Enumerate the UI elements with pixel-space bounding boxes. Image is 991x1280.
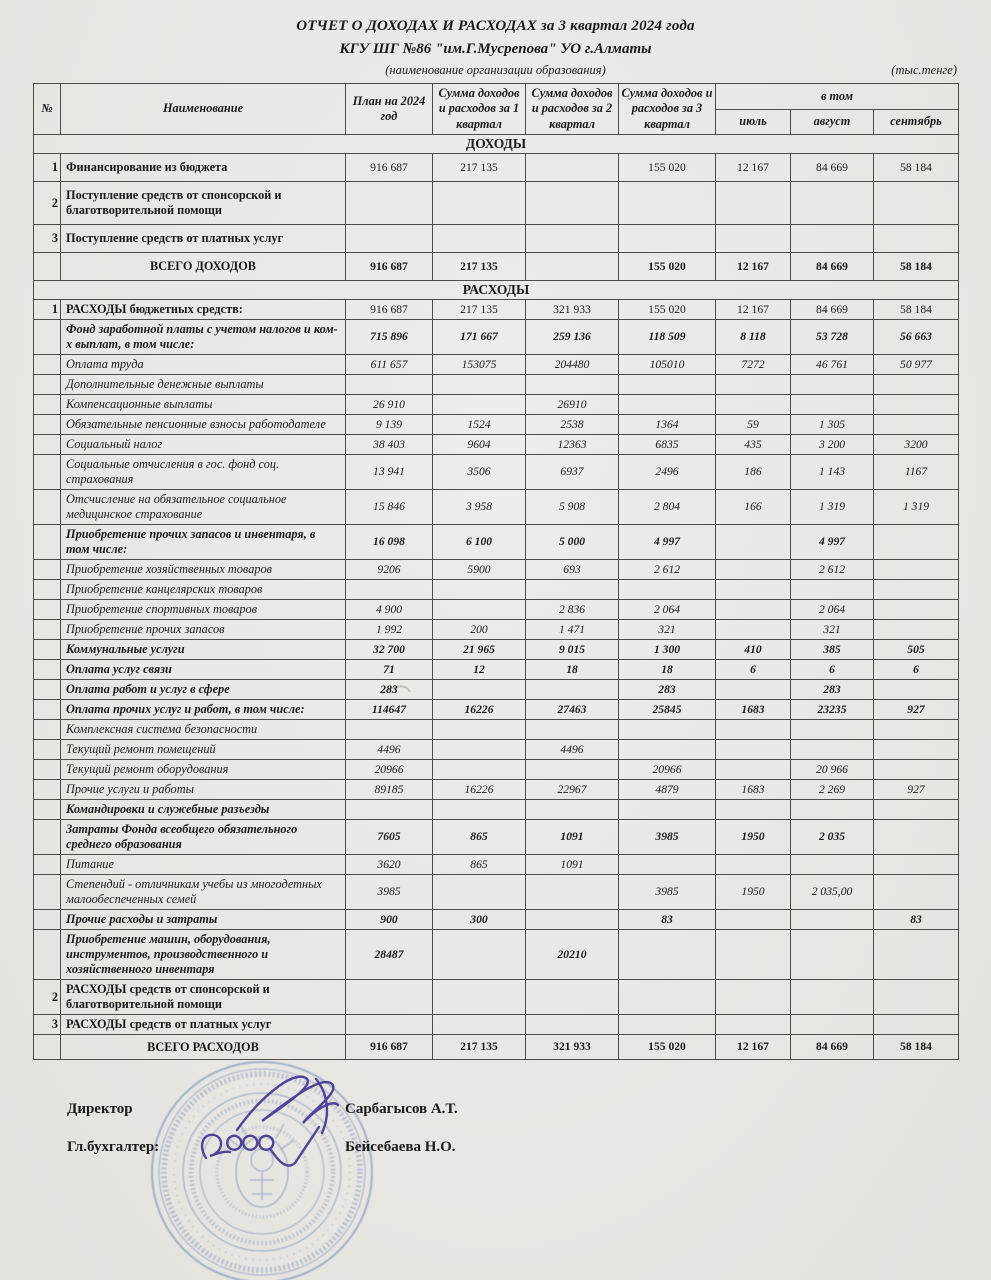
value-cell: 916 687 — [346, 300, 433, 320]
value-cell: 2 612 — [619, 560, 716, 580]
value-cell: 186 — [716, 455, 791, 490]
row-name-cell: Приобретение машин, оборудования, инструментов, производственного и хозяйственного инвентаря — [61, 930, 346, 980]
col-header-q2: Сумма доходов и расходов за 2 квартал — [526, 84, 619, 135]
value-cell: 505 — [874, 640, 959, 660]
value-cell: 410 — [716, 640, 791, 660]
value-cell: 118 509 — [619, 320, 716, 355]
value-cell: 155 020 — [619, 300, 716, 320]
row-name-cell: Приобретение прочих запасов — [61, 620, 346, 640]
value-cell: 916 687 — [346, 154, 433, 182]
value-cell: 1 992 — [346, 620, 433, 640]
value-cell: 2496 — [619, 455, 716, 490]
value-cell: 84 669 — [791, 154, 874, 182]
row-name-cell: Финансирование из бюджета — [61, 154, 346, 182]
value-cell: 7605 — [346, 820, 433, 855]
value-cell: 1 471 — [526, 620, 619, 640]
value-cell: 12 — [433, 660, 526, 680]
row-name-cell: Фонд заработной платы с учетом налогов и ком-х выплат, в том числе: — [61, 320, 346, 355]
value-cell: 865 — [433, 855, 526, 875]
value-cell: 38 403 — [346, 435, 433, 455]
value-cell: 6937 — [526, 455, 619, 490]
value-cell: 58 184 — [874, 300, 959, 320]
value-cell: 2 064 — [791, 600, 874, 620]
row-number-cell: 1 — [34, 300, 61, 320]
value-cell: 20966 — [346, 760, 433, 780]
value-cell: 6835 — [619, 435, 716, 455]
value-cell: 217 135 — [433, 1035, 526, 1060]
row-name-cell: Приобретение прочих запасов и инвентаря, в том числе: — [61, 525, 346, 560]
value-cell: 58 184 — [874, 253, 959, 281]
row-name-cell: Прочие услуги и работы — [61, 780, 346, 800]
value-cell: 20210 — [526, 930, 619, 980]
row-name-cell: Приобретение канцелярских товаров — [61, 580, 346, 600]
accountant-name: Бейсебаева Н.О. — [345, 1139, 456, 1155]
value-cell: 20966 — [619, 760, 716, 780]
organization-name: КГУ ШГ №86 "им.Г.Мусрепова" УО г.Алматы — [339, 41, 652, 57]
director-name: Сарбагысов А.Т. — [345, 1101, 458, 1117]
value-cell: 321 933 — [526, 300, 619, 320]
row-name-cell: Поступление средств от спонсорской и благотворительной помощи — [61, 182, 346, 225]
value-cell: 4 900 — [346, 600, 433, 620]
row-name-cell: Питание — [61, 855, 346, 875]
value-cell: 5900 — [433, 560, 526, 580]
row-name-cell: Текущий ремонт оборудования — [61, 760, 346, 780]
value-cell: 13 941 — [346, 455, 433, 490]
value-cell: 6 — [716, 660, 791, 680]
value-cell: 58 184 — [874, 1035, 959, 1060]
row-name-cell: Приобретение хозяйственных товаров — [61, 560, 346, 580]
col-header-july: июль — [716, 109, 791, 135]
director-role-label: Директор — [67, 1101, 133, 1117]
col-header-group: в том — [716, 84, 959, 110]
row-name-cell: Текущий ремонт помещений — [61, 740, 346, 760]
row-name-cell: РАСХОДЫ средств от платных услуг — [61, 1015, 346, 1035]
value-cell: 1 143 — [791, 455, 874, 490]
value-cell: 56 663 — [874, 320, 959, 355]
accountant-signature-icon — [202, 1127, 319, 1166]
value-cell: 2538 — [526, 415, 619, 435]
value-cell: 155 020 — [619, 253, 716, 281]
row-name-cell: ВСЕГО РАСХОДОВ — [61, 1035, 346, 1060]
value-cell: 217 135 — [433, 253, 526, 281]
value-cell: 204480 — [526, 355, 619, 375]
value-cell: 3 958 — [433, 490, 526, 525]
value-cell: 3985 — [619, 820, 716, 855]
col-header-q3: Сумма доходов и расходов за 3 квартал — [619, 84, 716, 135]
col-header-september: сентябрь — [874, 109, 959, 135]
value-cell: 53 728 — [791, 320, 874, 355]
row-name-cell: Прочие расходы и затраты — [61, 910, 346, 930]
value-cell: 16 098 — [346, 525, 433, 560]
value-cell: 18 — [526, 660, 619, 680]
value-cell: 22967 — [526, 780, 619, 800]
value-cell: 3 200 — [791, 435, 874, 455]
value-cell: 2 269 — [791, 780, 874, 800]
row-name-cell: Оплата услуг связи — [61, 660, 346, 680]
value-cell: 153075 — [433, 355, 526, 375]
value-cell: 71 — [346, 660, 433, 680]
value-cell: 155 020 — [619, 154, 716, 182]
scan-artifact — [382, 686, 410, 694]
value-cell: 300 — [433, 910, 526, 930]
row-name-cell: Социальные отчисления в гос. фонд соц. страхования — [61, 455, 346, 490]
value-cell: 9604 — [433, 435, 526, 455]
value-cell: 114647 — [346, 700, 433, 720]
value-cell: 4496 — [346, 740, 433, 760]
value-cell: 84 669 — [791, 1035, 874, 1060]
director-signature-icon — [237, 1077, 338, 1133]
value-cell: 84 669 — [791, 253, 874, 281]
value-cell: 435 — [716, 435, 791, 455]
col-header-no: № — [34, 84, 61, 135]
value-cell: 2 035,00 — [791, 875, 874, 910]
value-cell: 715 896 — [346, 320, 433, 355]
row-name-cell: РАСХОДЫ бюджетных средств: — [61, 300, 346, 320]
value-cell: 900 — [346, 910, 433, 930]
value-cell: 200 — [433, 620, 526, 640]
value-cell: 217 135 — [433, 300, 526, 320]
value-cell: 1 305 — [791, 415, 874, 435]
value-cell: 4 997 — [619, 525, 716, 560]
value-cell: 1167 — [874, 455, 959, 490]
row-name-cell: ВСЕГО ДОХОДОВ — [61, 253, 346, 281]
col-header-august: август — [791, 109, 874, 135]
value-cell: 21 965 — [433, 640, 526, 660]
value-cell: 1683 — [716, 780, 791, 800]
value-cell: 25845 — [619, 700, 716, 720]
value-cell: 6 — [874, 660, 959, 680]
value-cell: 7272 — [716, 355, 791, 375]
row-name-cell: Компенсационные выплаты — [61, 395, 346, 415]
value-cell: 18 — [619, 660, 716, 680]
value-cell: 166 — [716, 490, 791, 525]
value-cell: 6 100 — [433, 525, 526, 560]
value-cell: 693 — [526, 560, 619, 580]
value-cell: 1524 — [433, 415, 526, 435]
accountant-role-label: Гл.бухгалтер: — [67, 1139, 160, 1155]
row-name-cell: Приобретение спортивных товаров — [61, 600, 346, 620]
value-cell: 321 — [619, 620, 716, 640]
value-cell: 1364 — [619, 415, 716, 435]
value-cell: 283 — [346, 680, 433, 700]
row-name-cell: Отсчисление на обязательное социальное медицинское страхование — [61, 490, 346, 525]
unit-caption: (тыс.тенге) — [891, 63, 957, 77]
value-cell: 12 167 — [716, 253, 791, 281]
value-cell: 1 300 — [619, 640, 716, 660]
value-cell: 1091 — [526, 820, 619, 855]
value-cell: 46 761 — [791, 355, 874, 375]
value-cell: 2 612 — [791, 560, 874, 580]
value-cell: 8 118 — [716, 320, 791, 355]
row-name-cell: Социальный налог — [61, 435, 346, 455]
value-cell: 217 135 — [433, 154, 526, 182]
value-cell: 385 — [791, 640, 874, 660]
col-header-name: Наименование — [61, 84, 346, 135]
value-cell: 865 — [433, 820, 526, 855]
value-cell: 58 184 — [874, 154, 959, 182]
value-cell: 27463 — [526, 700, 619, 720]
value-cell: 283 — [619, 680, 716, 700]
col-header-plan: План на 2024 год — [346, 84, 433, 135]
value-cell: 84 669 — [791, 300, 874, 320]
row-name-cell: Затраты Фонда всеобщего обязательного среднего образования — [61, 820, 346, 855]
row-name-cell: Оплата работ и услуг в сфере — [61, 680, 346, 700]
value-cell: 611 657 — [346, 355, 433, 375]
value-cell: 26 910 — [346, 395, 433, 415]
row-name-cell: Комплексная система безопасности — [61, 720, 346, 740]
value-cell: 28487 — [346, 930, 433, 980]
row-number-cell: 3 — [34, 225, 61, 253]
value-cell: 83 — [874, 910, 959, 930]
value-cell: 105010 — [619, 355, 716, 375]
value-cell: 12363 — [526, 435, 619, 455]
value-cell: 32 700 — [346, 640, 433, 660]
value-cell: 155 020 — [619, 1035, 716, 1060]
row-name-cell: Коммунальные услуги — [61, 640, 346, 660]
value-cell: 20 966 — [791, 760, 874, 780]
col-header-q1: Сумма доходов и расходов за 1 квартал — [433, 84, 526, 135]
value-cell: 916 687 — [346, 1035, 433, 1060]
value-cell: 321 933 — [526, 1035, 619, 1060]
row-name-cell: Оплата прочих услуг и работ, в том числе: — [61, 700, 346, 720]
section-label: ДОХОДЫ — [34, 135, 959, 154]
row-name-cell: Оплата труда — [61, 355, 346, 375]
value-cell: 3620 — [346, 855, 433, 875]
value-cell: 3985 — [346, 875, 433, 910]
value-cell: 16226 — [433, 700, 526, 720]
value-cell: 26910 — [526, 395, 619, 415]
value-cell: 1091 — [526, 855, 619, 875]
value-cell: 12 167 — [716, 300, 791, 320]
value-cell: 15 846 — [346, 490, 433, 525]
value-cell: 1 319 — [874, 490, 959, 525]
value-cell: 1950 — [716, 875, 791, 910]
row-name-cell: Дополнительные денежные выплаты — [61, 375, 346, 395]
value-cell: 16226 — [433, 780, 526, 800]
value-cell: 927 — [874, 780, 959, 800]
value-cell: 1683 — [716, 700, 791, 720]
official-stamp-icon — [152, 1062, 372, 1280]
value-cell: 927 — [874, 700, 959, 720]
value-cell: 3506 — [433, 455, 526, 490]
value-cell: 6 — [791, 660, 874, 680]
value-cell: 12 167 — [716, 154, 791, 182]
page-title: ОТЧЕТ О ДОХОДАХ И РАСХОДАХ за 3 квартал 2024 года — [296, 18, 695, 34]
value-cell: 4879 — [619, 780, 716, 800]
value-cell: 4 997 — [791, 525, 874, 560]
value-cell: 2 804 — [619, 490, 716, 525]
value-cell: 2 064 — [619, 600, 716, 620]
value-cell: 50 977 — [874, 355, 959, 375]
value-cell: 9 015 — [526, 640, 619, 660]
org-caption: (наименование организации образования) — [385, 63, 606, 77]
value-cell: 59 — [716, 415, 791, 435]
value-cell: 2 035 — [791, 820, 874, 855]
row-name-cell: РАСХОДЫ средств от спонсорской и благотворительной помощи — [61, 980, 346, 1015]
row-number-cell: 2 — [34, 980, 61, 1015]
value-cell: 3200 — [874, 435, 959, 455]
row-name-cell: Степендий - отличникам учебы из многодетных малообеспеченных семей — [61, 875, 346, 910]
value-cell: 83 — [619, 910, 716, 930]
row-number-cell: 2 — [34, 182, 61, 225]
value-cell: 1 319 — [791, 490, 874, 525]
value-cell: 2 836 — [526, 600, 619, 620]
row-number-cell: 3 — [34, 1015, 61, 1035]
row-number-cell: 1 — [34, 154, 61, 182]
value-cell: 3985 — [619, 875, 716, 910]
value-cell: 5 000 — [526, 525, 619, 560]
value-cell: 4496 — [526, 740, 619, 760]
value-cell: 89185 — [346, 780, 433, 800]
value-cell: 283 — [791, 680, 874, 700]
value-cell: 916 687 — [346, 253, 433, 281]
value-cell: 12 167 — [716, 1035, 791, 1060]
value-cell: 5 908 — [526, 490, 619, 525]
value-cell: 171 667 — [433, 320, 526, 355]
value-cell: 321 — [791, 620, 874, 640]
value-cell: 9 139 — [346, 415, 433, 435]
section-label: РАСХОДЫ — [34, 281, 959, 300]
row-name-cell: Поступление средств от платных услуг — [61, 225, 346, 253]
value-cell: 259 136 — [526, 320, 619, 355]
value-cell: 23235 — [791, 700, 874, 720]
row-name-cell: Обязательные пенсионные взносы работодателе — [61, 415, 346, 435]
row-name-cell: Командировки и служебные разъезды — [61, 800, 346, 820]
value-cell: 9206 — [346, 560, 433, 580]
value-cell: 1950 — [716, 820, 791, 855]
